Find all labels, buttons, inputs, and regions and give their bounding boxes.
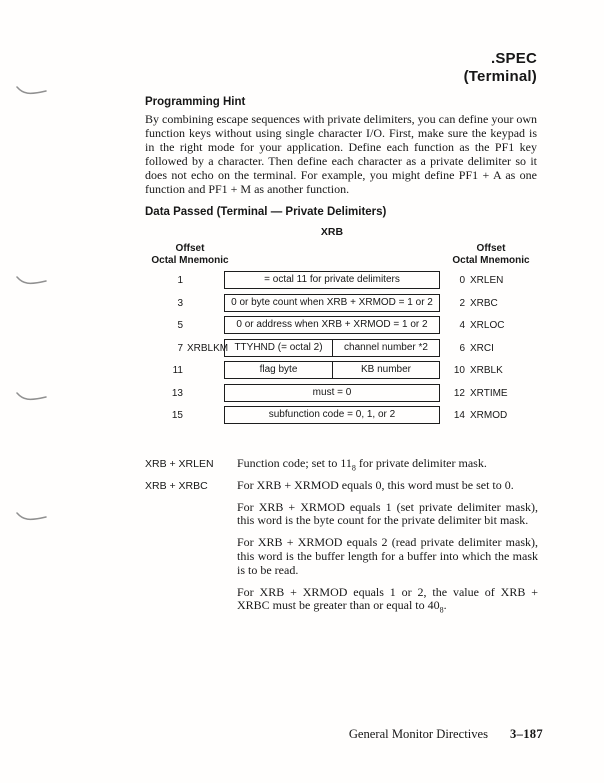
- description-entry-xrbc: [145, 479, 538, 613]
- word-box: [224, 406, 440, 424]
- footer-chapter-title: General Monitor Directives: [348, 727, 489, 741]
- offset-header-right: Offset Octal Mnemonic: [452, 243, 530, 266]
- scan-artifact-mark: [16, 274, 48, 286]
- xrb-table: [145, 271, 555, 429]
- scan-artifact-mark: [16, 84, 48, 96]
- word-box: [224, 361, 440, 379]
- table-cell: subfunction code = 0, 1, or 2: [268, 409, 396, 420]
- description-label: XRB + XRLEN: [145, 458, 214, 470]
- description-list: [145, 457, 538, 621]
- offset-label: 7 XRBLKM: [177, 342, 229, 354]
- description-paragraph: Function code; set to $11_8$ for private delimiter mask.: [237, 456, 487, 473]
- table-cell: must = 0: [312, 386, 352, 398]
- description-label: XRB + XRBC: [145, 479, 208, 492]
- table-cell: KB number: [360, 364, 412, 375]
- table-row: [145, 294, 555, 313]
- offset-label: 13: [171, 387, 183, 399]
- description-paragraph: For XRB + XRMOD equals 2 (read private delimiter mask), this word is the buffer length for a buffer into which the mask is to be read.: [237, 535, 538, 577]
- page-footer: [145, 727, 543, 742]
- directive-qualifier: (Terminal): [463, 68, 537, 85]
- description-paragraph: For XRB + XRMOD equals 1 (set private delimiter mask), this word is the byte count for the private delimiter bit mask.: [237, 499, 538, 528]
- octal-subscript: 8: [351, 463, 356, 473]
- offset-label: 11: [172, 365, 183, 376]
- section-heading-data-passed: Data Passed (Terminal — Private Delimiters): [145, 206, 387, 218]
- table-cell: TTYHND (= octal 2): [225, 340, 333, 356]
- table-row: [145, 271, 555, 290]
- offset-label: 1: [177, 275, 183, 286]
- octal-subscript: 8: [439, 605, 444, 615]
- table-cell: channel number *2: [344, 341, 428, 353]
- description-paragraph: For XRB + XRMOD equals 0, this word must be set to 0.: [237, 477, 514, 492]
- offset-label: 5: [177, 320, 183, 331]
- table-cell: flag byte: [225, 362, 333, 378]
- xrb-diagram-title: XRB: [320, 226, 344, 238]
- offset-label: 15: [171, 410, 183, 421]
- table-cell: 0 or byte count when XRB + XRMOD = 1 or 2: [231, 296, 433, 308]
- programming-hint-paragraph: By combining escape sequences with private delimiters, you can define your own function keys without using single character I/O. First, make sure the keypad is in the right mode for your application. Define each function as the PF1 key followed by a character. Then define each character as a private delimiter so it does not echo on the terminal. For example, you might define PF1 + A as one function and PF1 + M as another function.: [145, 112, 537, 196]
- table-cell: 0 or address when XRB + XRMOD = 1 or 2: [236, 319, 428, 330]
- mnemonic-label: 0 XRLEN: [459, 275, 504, 286]
- scan-artifact-mark: [16, 390, 48, 402]
- mnemonic-label: 10 XRBLK: [453, 365, 503, 376]
- word-box: [224, 271, 440, 289]
- offset-label: 3: [177, 297, 183, 309]
- page-title: [145, 50, 537, 86]
- directive-name: .SPEC: [490, 50, 537, 67]
- mnemonic-label: 6 XRCI: [459, 342, 494, 354]
- word-box: [224, 384, 440, 402]
- mnemonic-label: 4 XRLOC: [459, 320, 505, 331]
- table-cell: = octal 11 for private delimiters: [264, 274, 400, 285]
- description-paragraphs: [237, 479, 538, 613]
- mnemonic-label: 14 XRMOD: [453, 410, 508, 421]
- offset-header-left: Offset Octal Mnemonic: [151, 243, 229, 266]
- table-row: [145, 361, 555, 380]
- table-row: [145, 406, 555, 425]
- mnemonic-label: 12 XRTIME: [453, 387, 508, 399]
- description-entry-xrlen: [145, 457, 538, 471]
- scan-artifact-mark: [16, 510, 48, 522]
- table-row: [145, 339, 555, 358]
- word-box: [224, 316, 440, 334]
- word-box: [224, 294, 440, 312]
- section-heading-programming-hint: Programming Hint: [145, 96, 246, 108]
- mnemonic-label: 2 XRBC: [459, 297, 498, 309]
- word-box: [224, 339, 440, 357]
- page-number: 3–187: [510, 727, 543, 741]
- description-paragraph: For XRB + XRMOD equals 1 or 2, the value of XRB + XRBC must be greater than or equal to $40_8$.: [237, 584, 538, 615]
- table-row: [145, 384, 555, 403]
- table-row: [145, 316, 555, 335]
